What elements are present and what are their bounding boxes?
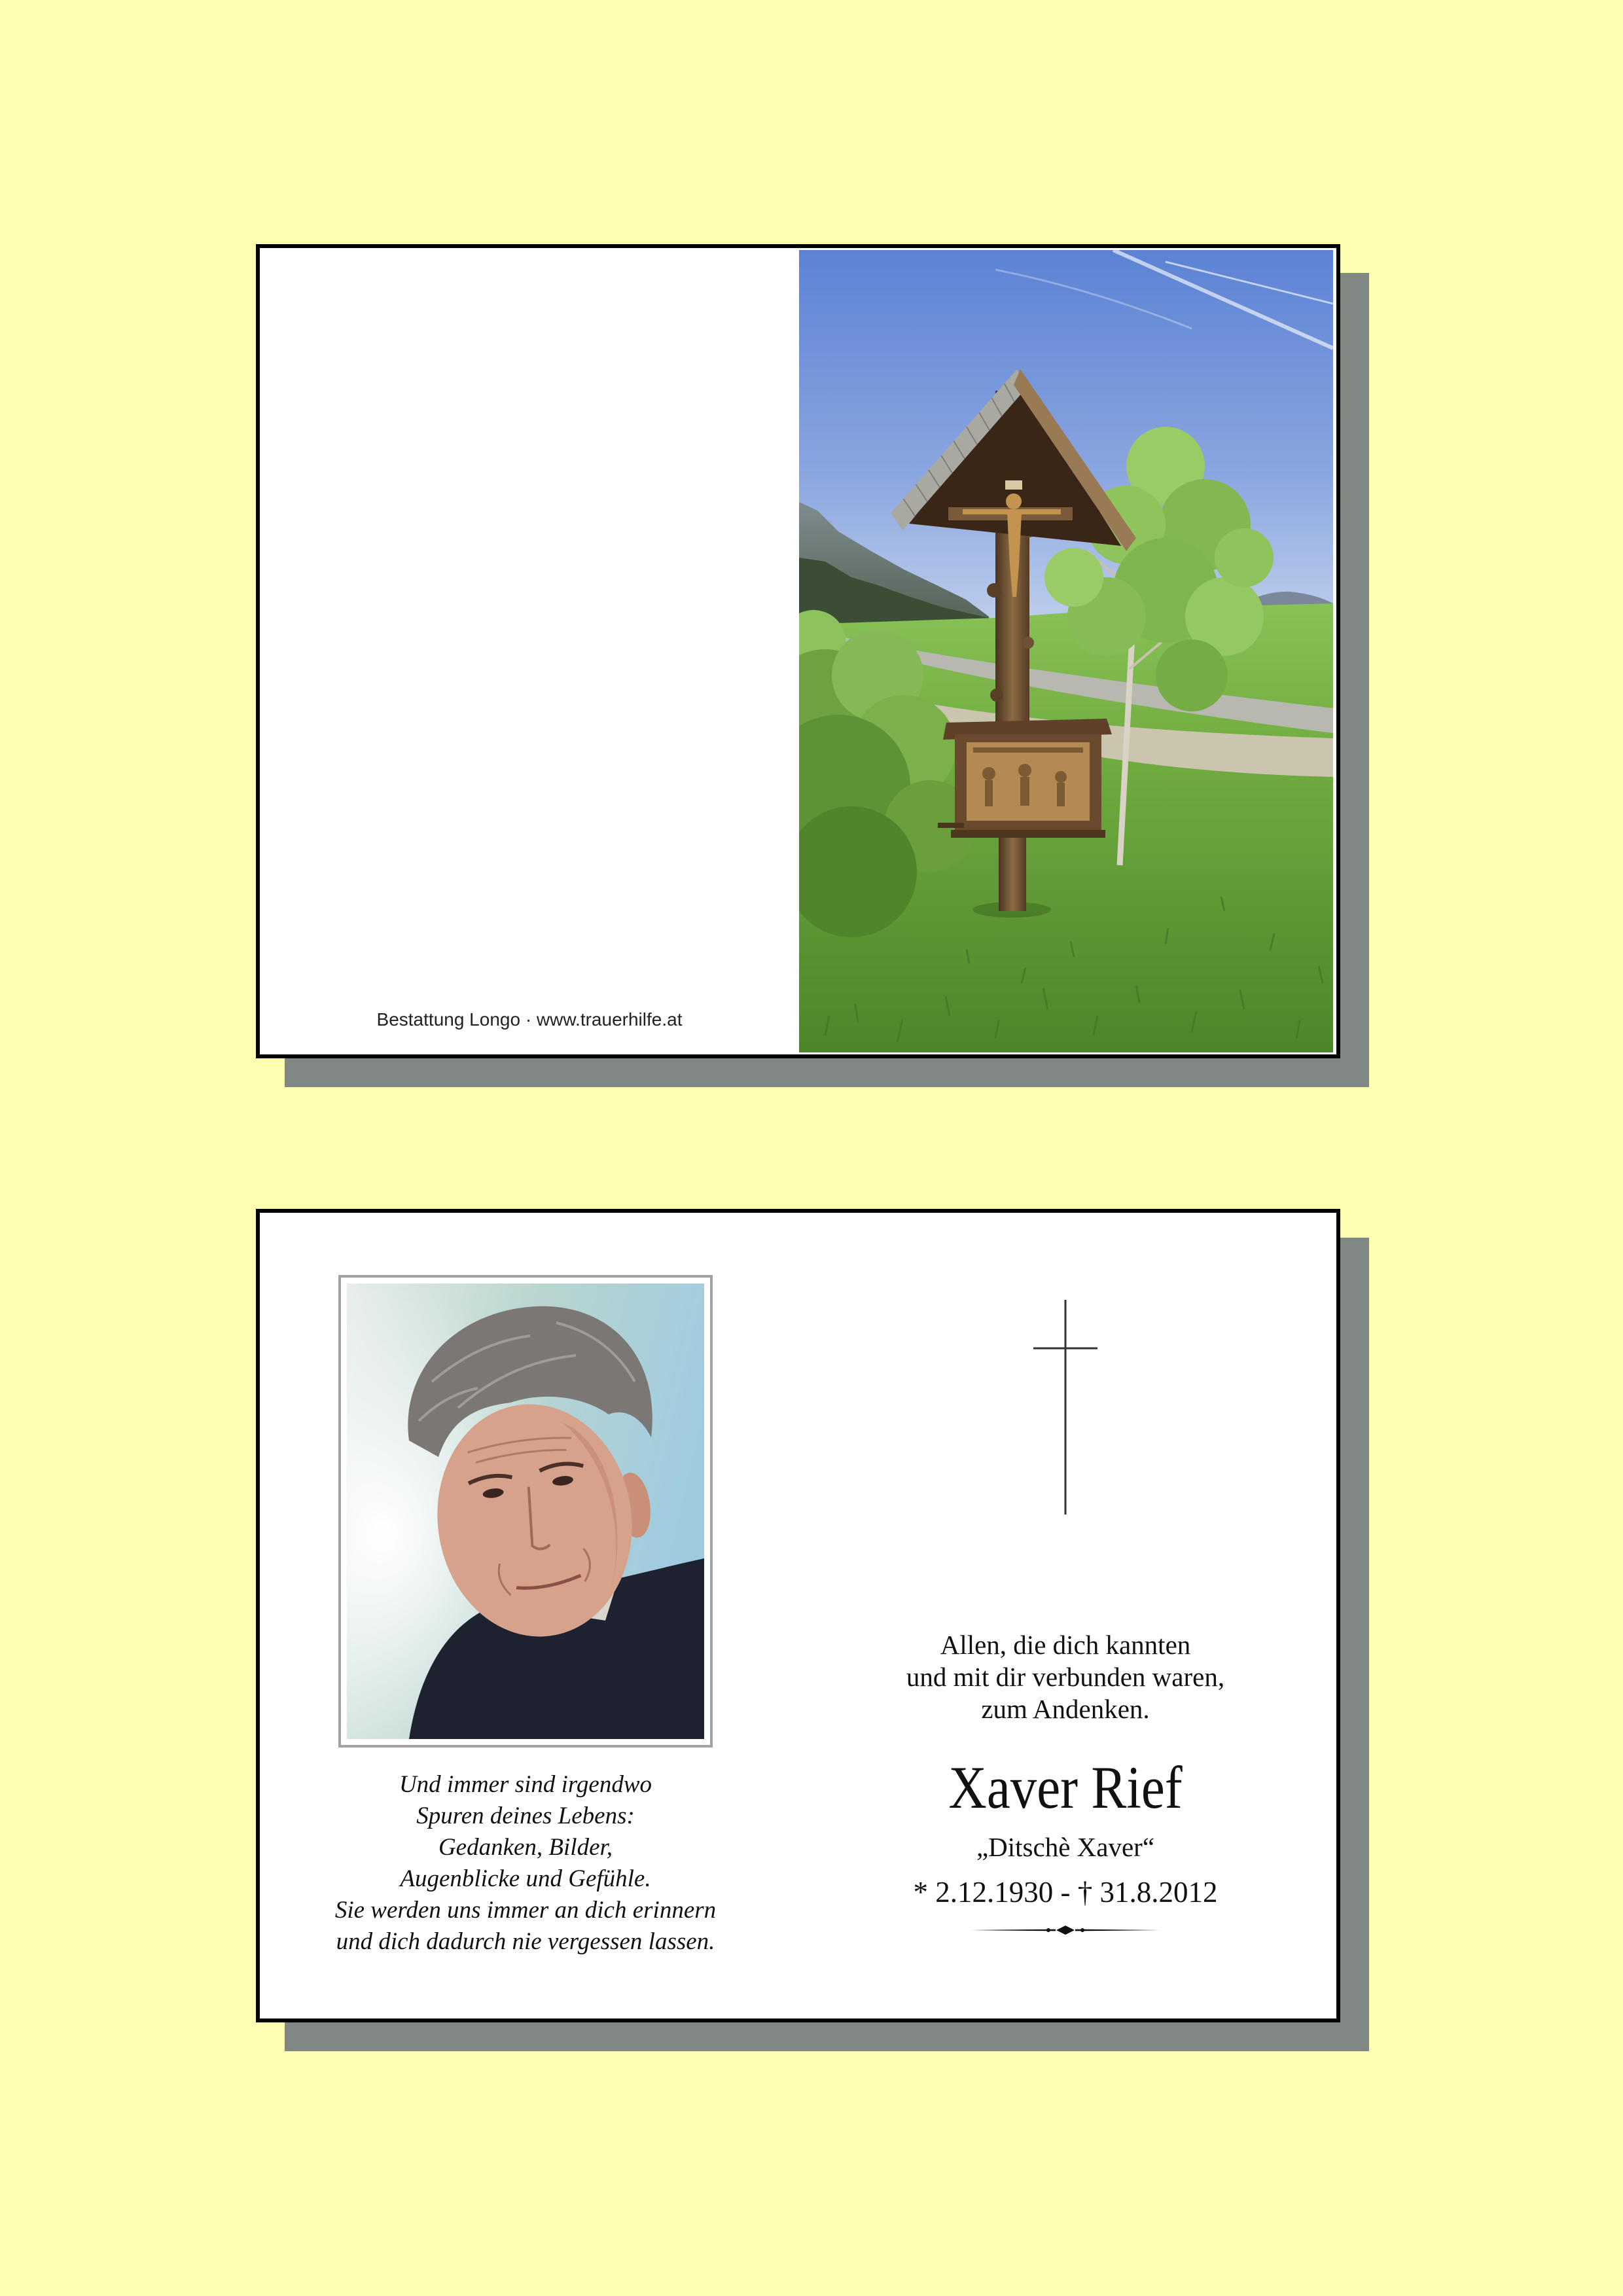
memorial-poem [260,1769,791,1958]
dedication-line: und mit dir verbunden waren, [906,1662,1225,1692]
deceased-name [804,1755,1327,1820]
funeral-home-credit: Bestattung Longo · www.trauerhilfe.at [376,1009,683,1030]
poem-line: Spuren deines Lebens: [416,1803,635,1829]
portrait-frame [338,1275,713,1748]
back-card [256,1209,1340,2022]
deceased-nickname: „Ditschè Xaver“ [976,1832,1155,1862]
deceased-name-text: Xaver Rief [948,1754,1183,1821]
poem-line: Gedanken, Bilder, [438,1834,613,1861]
portrait-photo [347,1283,704,1739]
dedication-line: zum Andenken. [981,1694,1150,1724]
poem-line: Augenblicke und Gefühle. [400,1865,651,1892]
cross-icon [1033,1300,1097,1515]
dedication [804,1629,1327,1725]
poem-line: und dich dadurch nie vergessen lassen. [336,1928,715,1955]
poem-line: Sie werden uns immer an dich erinnern [334,1897,717,1924]
dedication-line: Allen, die dich kannten [940,1630,1191,1660]
front-card [256,244,1340,1058]
ornament-divider-icon [971,1924,1160,1937]
memorial-plaque [938,719,1112,838]
poem-line: Und immer sind irgendwo [399,1771,652,1798]
life-dates: * 2.12.1930 - † 31.8.2012 [913,1876,1218,1909]
wayside-cross-photo [799,250,1333,1052]
